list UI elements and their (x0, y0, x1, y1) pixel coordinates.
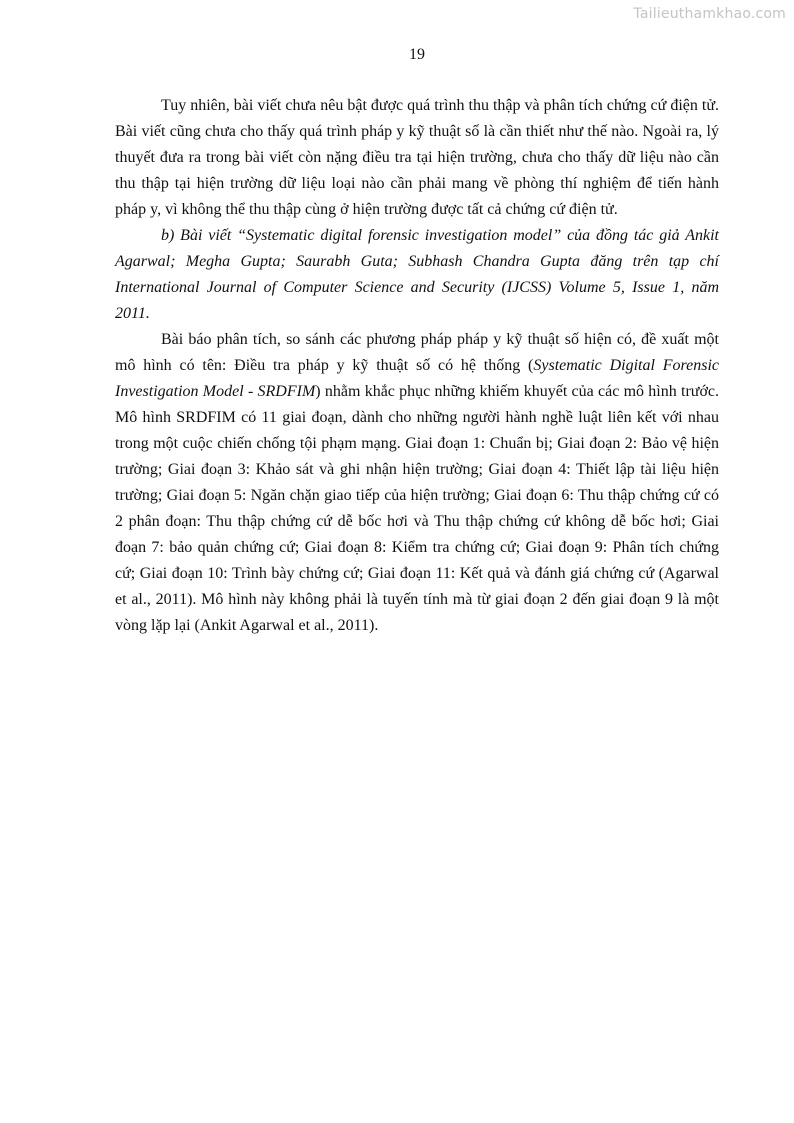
paragraph-1: Tuy nhiên, bài viết chưa nêu bật được quá trình thu thập và phân tích chứng cứ điện tử. Bài viết cũng chưa cho thấy quá trình pháp y kỹ thuật số là cần thiết như thế nào. Ngoài ra, lý thuyết đưa ra trong bài viết còn nặng điều tra tại hiện trường, chưa cho thấy dữ liệu nào cần thu thập tại hiện trường dữ liệu loại nào cần phải mang về phòng thí nghiệm để tiến hành pháp y, vì không thể thu thập cùng ở hiện trường được tất cả chứng cứ điện tử. (115, 97, 719, 218)
paragraph-3-part-c: ) nhằm khắc phục những khiếm khuyết của các mô hình trước. Mô hình SRDFIM có 11 giai đoạn, dành cho những người hành nghề luật liên kết với nhau trong một cuộc chiến chống tội phạm mạng. Giai đoạn 1: Chuẩn bị; Giai đoạn 2: Bảo vệ hiện trường; Giai đoạn 3: Khảo sát và ghi nhận hiện trường; Giai đoạn 4: Thiết lập tài liệu hiện trường; Giai đoạn 5: Ngăn chặn giao tiếp của hiện trường; Giai đoạn 6: Thu thập chứng cứ có 2 phân đoạn: Thu thập chứng cứ dễ bốc hơi và Thu thập chứng cứ không dễ bốc hơi; Giai đoạn 7: bảo quản chứng cứ; Giai đoạn 8: Kiểm tra chứng cứ; Giai đoạn 9: Phân tích chứng cứ; Giai đoạn 10: Trình bày chứng cứ; Giai đoạn 11: Kết quả và đánh giá chứng cứ (Agarwal et al., 2011). Mô hình này không phải là tuyến tính mà từ giai đoạn 2 đến giai đoạn 9 là một vòng lặp lại (Ankit Agarwal et al., 2011). (115, 383, 720, 634)
document-body (115, 93, 719, 639)
watermark-text: Tailieuthamkhao.com (633, 6, 786, 22)
paragraph-3 (115, 327, 719, 639)
page-number: 19 (409, 46, 425, 63)
paragraph-3-part-a: Bài báo phân tích, so sánh các phương pháp pháp y kỹ thuật số hiện có, đề xuất một mô hình có tên: Điều tra pháp y kỹ thuật số có hệ thống ( (115, 331, 719, 374)
paragraph-3-model-name: Systematic Digital Forensic Investigation Model - SRDFIM (115, 357, 719, 400)
paragraph-2-reference: b) Bài viết “Systematic digital forensic investigation model” của đồng tác giả Ankit Agarwal; Megha Gupta; Saurabh Guta; Subhash Chandra Gupta đăng trên tạp chí International Journal of Computer Science and Security (IJCSS) Volume 5, Issue 1, năm 2011. (115, 227, 719, 322)
